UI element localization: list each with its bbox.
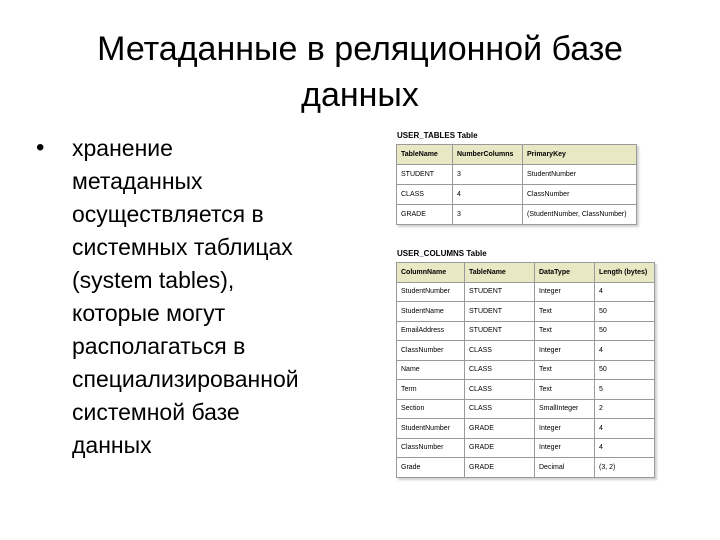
table-cell: CLASS	[465, 380, 535, 400]
table-cell: Text	[535, 321, 595, 341]
column-header: ColumnName	[397, 263, 465, 283]
column-header: TableName	[465, 263, 535, 283]
table-row	[397, 458, 655, 478]
table-cell: Text	[535, 380, 595, 400]
table-cell: ClassNumber	[397, 438, 465, 458]
table-cell: Decimal	[535, 458, 595, 478]
table-row	[397, 205, 637, 225]
user-tables-figure	[396, 131, 637, 225]
table-cell: 50	[595, 321, 655, 341]
table-cell: 4	[595, 438, 655, 458]
table-cell: CLASS	[397, 185, 453, 205]
table-row	[397, 302, 655, 322]
user-columns-caption: USER_COLUMNS Table	[397, 249, 487, 258]
table-cell: StudentNumber	[523, 165, 637, 185]
table-cell: Text	[535, 302, 595, 322]
bullet-list	[36, 132, 356, 462]
table-cell: 4	[595, 282, 655, 302]
table-cell: STUDENT	[465, 302, 535, 322]
table-cell: CLASS	[465, 399, 535, 419]
table-cell: Text	[535, 360, 595, 380]
table-cell: Grade	[397, 458, 465, 478]
table-cell: 50	[595, 302, 655, 322]
user-tables-caption: USER_TABLES Table	[397, 131, 478, 140]
table-header-row	[397, 263, 655, 283]
table-cell: Integer	[535, 282, 595, 302]
table-cell: EmailAddress	[397, 321, 465, 341]
table-row	[397, 321, 655, 341]
table-cell: 4	[595, 341, 655, 361]
table-cell: Term	[397, 380, 465, 400]
user-columns-table	[396, 262, 655, 478]
table-cell: 2	[595, 399, 655, 419]
table-cell: STUDENT	[465, 282, 535, 302]
table-cell: Integer	[535, 419, 595, 439]
table-cell: SmallInteger	[535, 399, 595, 419]
column-header: DataType	[535, 263, 595, 283]
table-cell: 3	[453, 165, 523, 185]
table-cell: StudentNumber	[397, 419, 465, 439]
table-header-row	[397, 145, 637, 165]
table-cell: ClassNumber	[397, 341, 465, 361]
table-cell: GRADE	[465, 419, 535, 439]
table-row	[397, 282, 655, 302]
table-cell: GRADE	[465, 458, 535, 478]
table-row	[397, 419, 655, 439]
table-row	[397, 341, 655, 361]
slide-title: Метаданные в реляционной базе данных	[97, 30, 623, 114]
table-cell: 5	[595, 380, 655, 400]
table-cell: Integer	[535, 438, 595, 458]
column-header: Length (bytes)	[595, 263, 655, 283]
table-cell: STUDENT	[397, 165, 453, 185]
column-header: NumberColumns	[453, 145, 523, 165]
table-cell: StudentNumber	[397, 282, 465, 302]
table-cell: CLASS	[465, 360, 535, 380]
table-row	[397, 399, 655, 419]
table-row	[397, 380, 655, 400]
table-cell: 50	[595, 360, 655, 380]
column-header: PrimaryKey	[523, 145, 637, 165]
table-cell: STUDENT	[465, 321, 535, 341]
table-cell: (StudentNumber, ClassNumber)	[523, 205, 637, 225]
table-cell: StudentName	[397, 302, 465, 322]
bullet-marker: •	[36, 134, 45, 161]
table-row	[397, 360, 655, 380]
table-cell: 3	[453, 205, 523, 225]
table-cell: ClassNumber	[523, 185, 637, 205]
bullet-text: хранение метаданных осуществляется в системных таблицах (system tables), которые могут располагаться в специализированной системной базе данных	[72, 135, 299, 458]
table-cell: (3, 2)	[595, 458, 655, 478]
column-header: TableName	[397, 145, 453, 165]
table-cell: Name	[397, 360, 465, 380]
table-row	[397, 185, 637, 205]
table-cell: CLASS	[465, 341, 535, 361]
table-cell: Section	[397, 399, 465, 419]
table-cell: GRADE	[465, 438, 535, 458]
user-tables-table	[396, 144, 637, 225]
table-row	[397, 165, 637, 185]
table-cell: GRADE	[397, 205, 453, 225]
user-columns-figure	[396, 249, 655, 478]
table-cell: 4	[453, 185, 523, 205]
table-cell: 4	[595, 419, 655, 439]
table-row	[397, 438, 655, 458]
table-cell: Integer	[535, 341, 595, 361]
